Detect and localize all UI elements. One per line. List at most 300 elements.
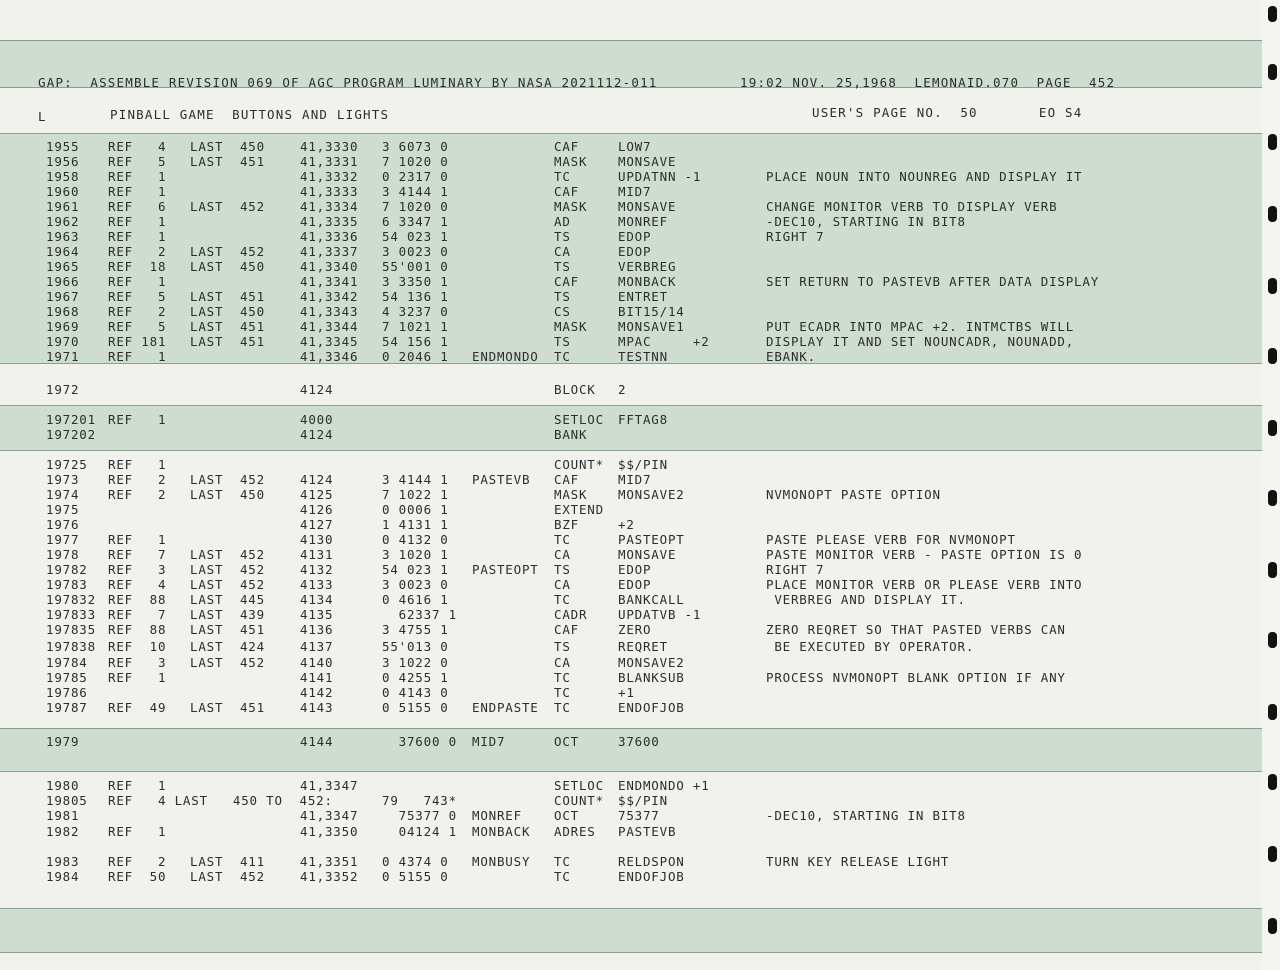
listing-op: CA (554, 577, 571, 592)
listing-operand: BLANKSUB (618, 670, 685, 685)
listing-code: 0 4374 0 (382, 854, 449, 869)
listing-code: 0 4616 1 (382, 592, 449, 607)
listing-op: TC (554, 169, 571, 184)
listing-op: BANK (554, 427, 588, 442)
listing-operand: RELDSPON (618, 854, 685, 869)
listing-line: 1965 (46, 259, 80, 274)
listing-label: MONBUSY (472, 854, 531, 869)
listing-op: AD (554, 214, 571, 229)
listing-line: 1973 (46, 472, 80, 487)
listing-code: 4 3237 0 (382, 304, 449, 319)
listing-code: 3 0023 0 (382, 244, 449, 259)
listing-label: PASTEVB (472, 472, 531, 487)
feed-hole (1268, 420, 1277, 436)
listing-operand: ENDOFJOB (618, 700, 685, 715)
listing-comment: RIGHT 7 (766, 229, 825, 244)
listing-operand: 2 (618, 382, 627, 397)
listing-last: LAST 452 (190, 577, 265, 592)
listing-addr: 4140 (300, 655, 334, 670)
listing-operand: MONBACK (618, 274, 677, 289)
listing-addr: 41,3333 (300, 184, 359, 199)
listing-last: LAST 451 (190, 700, 265, 715)
listing-op: EXTEND (554, 502, 604, 517)
listing-line: 1976 (46, 517, 80, 532)
listing-ref: REF 7 (108, 547, 167, 562)
listing-operand: BIT15/14 (618, 304, 685, 319)
listing-code: 54 023 1 (382, 562, 449, 577)
listing-line: 1969 (46, 319, 80, 334)
listing-comment: DISPLAY IT AND SET NOUNCADR, NOUNADD, (766, 334, 1075, 349)
feed-hole (1268, 134, 1277, 150)
listing-addr: 4134 (300, 592, 334, 607)
listing-code: 75377 0 (382, 808, 457, 823)
listing-addr: 41,3345 (300, 334, 359, 349)
band-rule (0, 405, 1262, 406)
listing-code: 37600 0 (382, 734, 457, 749)
listing-operand: EDOP (618, 229, 652, 244)
listing-op: MASK (554, 487, 588, 502)
listing-operand: PASTEVB (618, 824, 677, 839)
listing-line: 1970 (46, 334, 80, 349)
listing-code: 7 1020 0 (382, 154, 449, 169)
listing-op: CAF (554, 139, 579, 154)
listing-op: CAF (554, 622, 579, 637)
listing-label: ENDMONDO (472, 349, 539, 364)
listing-addr: 41,3334 (300, 199, 359, 214)
listing-line: 1961 (46, 199, 80, 214)
listing-addr: 4000 (300, 412, 334, 427)
listing-operand: EDOP (618, 562, 652, 577)
listing-addr: 4136 (300, 622, 334, 637)
listing-ref: REF 5 (108, 289, 167, 304)
listing-last: LAST 451 (190, 334, 265, 349)
listing-op: TC (554, 854, 571, 869)
listing-last: LAST 450 (190, 304, 265, 319)
listing-operand: MONSAVE2 (618, 487, 685, 502)
listing-last: LAST 450 (190, 139, 265, 154)
listing-last: LAST 452 (190, 869, 265, 884)
listing-last: LAST 452 (190, 547, 265, 562)
listing-addr: 4127 (300, 517, 334, 532)
feed-hole (1268, 774, 1277, 790)
listing-line: 1983 (46, 854, 80, 869)
listing-op: CS (554, 304, 571, 319)
listing-last: LAST 452 (190, 472, 265, 487)
listing-operand: TESTNN (618, 349, 668, 364)
listing-last: LAST 450 (190, 487, 265, 502)
listing-op: TS (554, 334, 571, 349)
listing-line: 1958 (46, 169, 80, 184)
listing-addr: 4137 (300, 639, 334, 654)
listing-op: CA (554, 244, 571, 259)
listing-code: 0 4132 0 (382, 532, 449, 547)
listing-op: TS (554, 562, 571, 577)
listing-ref: REF 5 (108, 154, 167, 169)
listing-label: MONBACK (472, 824, 531, 839)
listing-line: 1964 (46, 244, 80, 259)
listing-line: 19725 (46, 457, 88, 472)
listing-op: BLOCK (554, 382, 596, 397)
listing-addr: 41,3350 (300, 824, 359, 839)
listing-line: 1960 (46, 184, 80, 199)
listing-ref: REF 88 (108, 622, 167, 637)
listing-comment: PROCESS NVMONOPT BLANK OPTION IF ANY (766, 670, 1066, 685)
listing-line: 1981 (46, 808, 80, 823)
listing-line: 197201 (46, 412, 96, 427)
listing-code: 6 3347 1 (382, 214, 449, 229)
listing-operand: BANKCALL (618, 592, 685, 607)
listing-addr: 4141 (300, 670, 334, 685)
listing-operand: 37600 (618, 734, 660, 749)
listing-code: 3 4144 1 (382, 472, 449, 487)
listing-op: OCT (554, 808, 579, 823)
listing-addr: 41,3351 (300, 854, 359, 869)
listing-operand: $$/PIN (618, 457, 668, 472)
listing-code: 3 1022 0 (382, 655, 449, 670)
listing-op: CA (554, 655, 571, 670)
listing-comment: -DEC10, STARTING IN BIT8 (766, 808, 966, 823)
listing-comment: VERBREG AND DISPLAY IT. (766, 592, 966, 607)
listing-ref: REF 2 (108, 244, 167, 259)
listing-ref: REF 5 (108, 319, 167, 334)
paper-band (0, 0, 1262, 40)
listing-comment: RIGHT 7 (766, 562, 825, 577)
listing-op: CAF (554, 274, 579, 289)
listing-code: 3 1020 1 (382, 547, 449, 562)
listing-ref: REF 2 (108, 487, 167, 502)
feed-hole (1268, 278, 1277, 294)
listing-ref: REF 181 (108, 334, 167, 349)
listing-op: COUNT* (554, 457, 604, 472)
listing-operand: 75377 (618, 808, 660, 823)
listing-addr: 41,3340 (300, 259, 359, 274)
listing-addr: 4144 (300, 734, 334, 749)
listing-comment: ZERO REQRET SO THAT PASTED VERBS CAN (766, 622, 1066, 637)
listing-comment: NVMONOPT PASTE OPTION (766, 487, 941, 502)
listing-code: 0 4143 0 (382, 685, 449, 700)
listing-last: LAST 450 (190, 259, 265, 274)
tractor-feed-strip (1262, 0, 1280, 970)
listing-addr: 41,3346 (300, 349, 359, 364)
header-timestamp: 19:02 NOV. 25,1968 LEMONAID.070 PAGE 452 (740, 75, 1116, 90)
listing-op: TC (554, 685, 571, 700)
listing-operand: MONREF (618, 214, 668, 229)
feed-hole (1268, 490, 1277, 506)
listing-code: 79 743* (382, 793, 457, 808)
listing-ref: REF 1 (108, 532, 167, 547)
listing-code: 0 5155 0 (382, 700, 449, 715)
listing-operand: ENTRET (618, 289, 668, 304)
listing-op: TC (554, 869, 571, 884)
listing-line: 197838 (46, 639, 96, 654)
listing-line: 1956 (46, 154, 80, 169)
listing-addr: 4142 (300, 685, 334, 700)
listing-label: ENDPASTE (472, 700, 539, 715)
listing-line: 19786 (46, 685, 88, 700)
band-rule (0, 450, 1262, 451)
listing-code: 0 2046 1 (382, 349, 449, 364)
listing-operand: MONSAVE (618, 199, 677, 214)
listing-comment: PASTE MONITOR VERB - PASTE OPTION IS 0 (766, 547, 1083, 562)
listing-comment: CHANGE MONITOR VERB TO DISPLAY VERB (766, 199, 1058, 214)
listing-code: 3 3350 1 (382, 274, 449, 289)
listing-op: MASK (554, 319, 588, 334)
listing-last: LAST 451 (190, 289, 265, 304)
listing-last: LAST 452 (190, 655, 265, 670)
listing-operand: PASTEOPT (618, 532, 685, 547)
listing-op: OCT (554, 734, 579, 749)
listing-ref: REF 1 (108, 169, 167, 184)
listing-addr: 41,3330 (300, 139, 359, 154)
listing-addr: 4125 (300, 487, 334, 502)
listing-last: LAST 451 (190, 154, 265, 169)
listing-addr: 41,3337 (300, 244, 359, 259)
listing-addr: 41,3335 (300, 214, 359, 229)
listing-code: 3 0023 0 (382, 577, 449, 592)
listing-code: 0 5155 0 (382, 869, 449, 884)
listing-addr: 4143 (300, 700, 334, 715)
listing-ref: REF 1 (108, 412, 167, 427)
listing-addr: 4131 (300, 547, 334, 562)
feed-hole (1268, 918, 1277, 934)
listing-line: 19784 (46, 655, 88, 670)
listing-code: 54 023 1 (382, 229, 449, 244)
listing-last: LAST 452 (190, 199, 265, 214)
paper-band (0, 952, 1262, 970)
listing-comment: -DEC10, STARTING IN BIT8 (766, 214, 966, 229)
listing-code: 1 4131 1 (382, 517, 449, 532)
listing-label: MONREF (472, 808, 522, 823)
listing-line: 197835 (46, 622, 96, 637)
listing-line: 1972 (46, 382, 80, 397)
listing-ref: REF 18 (108, 259, 167, 274)
listing-op: TC (554, 349, 571, 364)
listing-addr: 41,3343 (300, 304, 359, 319)
listing-operand: MONSAVE2 (618, 655, 685, 670)
listing-ref: REF 6 (108, 199, 167, 214)
listing-op: SETLOC (554, 412, 604, 427)
feed-hole (1268, 632, 1277, 648)
band-rule (0, 771, 1262, 772)
listing-line: 1967 (46, 289, 80, 304)
listing-addr: 41,3331 (300, 154, 359, 169)
listing-operand: +2 (618, 517, 635, 532)
listing-ref: REF 49 (108, 700, 167, 715)
listing-op: MASK (554, 154, 588, 169)
listing-ref: REF 88 (108, 592, 167, 607)
listing-comment: PLACE MONITOR VERB OR PLEASE VERB INTO (766, 577, 1083, 592)
listing-operand: MONSAVE1 (618, 319, 685, 334)
listing-op: BZF (554, 517, 579, 532)
listing-ref: REF 1 (108, 229, 167, 244)
listing-last: LAST 439 (190, 607, 265, 622)
listing-addr: 41,3332 (300, 169, 359, 184)
listing-op: TC (554, 700, 571, 715)
listing-operand: REQRET (618, 639, 668, 654)
header-title: GAP: ASSEMBLE REVISION 069 OF AGC PROGRAM LUMINARY BY NASA 2021112-011 (38, 75, 658, 90)
feed-hole (1268, 704, 1277, 720)
listing-line: 197202 (46, 427, 96, 442)
listing-operand: MONSAVE (618, 154, 677, 169)
listing-operand: MPAC +2 (618, 334, 710, 349)
listing-comment: PASTE PLEASE VERB FOR NVMONOPT (766, 532, 1016, 547)
listing-line: 19805 (46, 793, 88, 808)
band-rule (0, 133, 1262, 134)
section-title: PINBALL GAME BUTTONS AND LIGHTS (110, 107, 390, 122)
listing-operand: UPDATNN -1 (618, 169, 702, 184)
listing-operand: $$/PIN (618, 793, 668, 808)
listing-last: LAST 452 (190, 244, 265, 259)
listing-addr: 41,3347 (300, 778, 359, 793)
listing-last: LAST 451 (190, 622, 265, 637)
listing-op: CAF (554, 184, 579, 199)
listing-comment: SET RETURN TO PASTEVB AFTER DATA DISPLAY (766, 274, 1100, 289)
listing-line: 1962 (46, 214, 80, 229)
listing-addr: 4124 (300, 427, 334, 442)
listing-addr: 4126 (300, 502, 334, 517)
listing-op: TS (554, 229, 571, 244)
listing-code: 54 156 1 (382, 334, 449, 349)
listing-ref: REF 1 (108, 824, 167, 839)
listing-ref: REF 1 (108, 184, 167, 199)
listing-ref: REF 3 (108, 655, 167, 670)
listing-operand: UPDATVB -1 (618, 607, 702, 622)
listing-code: 0 4255 1 (382, 670, 449, 685)
listing-op: CA (554, 547, 571, 562)
listing-addr: 4124 (300, 472, 334, 487)
listing-op: TC (554, 592, 571, 607)
listing-op: TS (554, 289, 571, 304)
listing-ref: REF 1 (108, 457, 167, 472)
paper-band (0, 363, 1262, 405)
listing-addr: 41,3347 (300, 808, 359, 823)
listing-last: LAST 424 (190, 639, 265, 654)
listing-op: ADRES (554, 824, 596, 839)
listing-operand: MONSAVE (618, 547, 677, 562)
listing-line: 1975 (46, 502, 80, 517)
listing-comment: TURN KEY RELEASE LIGHT (766, 854, 950, 869)
listing-operand: VERBREG (618, 259, 677, 274)
listing-code: 7 1020 0 (382, 199, 449, 214)
listing-addr: 41,3336 (300, 229, 359, 244)
listing-addr: 4135 (300, 607, 334, 622)
listing-line: 1980 (46, 778, 80, 793)
listing-code: 3 4144 1 (382, 184, 449, 199)
band-rule (0, 908, 1262, 909)
listing-last: LAST 411 (190, 854, 265, 869)
listing-operand: EDOP (618, 244, 652, 259)
listing-code: 54 136 1 (382, 289, 449, 304)
listing-line: 19782 (46, 562, 88, 577)
feed-hole (1268, 206, 1277, 222)
listing-code: 7 1022 1 (382, 487, 449, 502)
listing-op: CADR (554, 607, 588, 622)
user-page-number: USER'S PAGE NO. 50 EO S4 (812, 105, 1083, 120)
band-rule (0, 728, 1262, 729)
listing-addr: 41,3352 (300, 869, 359, 884)
listing-ref: REF 3 (108, 562, 167, 577)
listing-line: 1979 (46, 734, 80, 749)
listing-operand: ZERO (618, 622, 652, 637)
header-mark: L (38, 109, 47, 124)
feed-hole (1268, 6, 1277, 22)
listing-last: LAST 452 (190, 562, 265, 577)
listing-comment: EBANK. (766, 349, 816, 364)
listing-last: LAST 445 (190, 592, 265, 607)
listing-operand: ENDOFJOB (618, 869, 685, 884)
listing-addr: 4132 (300, 562, 334, 577)
listing-line: 197833 (46, 607, 96, 622)
listing-ref: REF 4 (108, 139, 167, 154)
listing-op: MASK (554, 199, 588, 214)
listing-ref: REF 10 (108, 639, 167, 654)
listing-code: 3 4755 1 (382, 622, 449, 637)
listing-operand: FFTAG8 (618, 412, 668, 427)
listing-line: 1984 (46, 869, 80, 884)
listing-comment: PUT ECADR INTO MPAC +2. INTMCTBS WILL (766, 319, 1075, 334)
paper-band (0, 908, 1262, 952)
listing-ref: REF 1 (108, 778, 167, 793)
listing-line: 197832 (46, 592, 96, 607)
feed-hole (1268, 562, 1277, 578)
listing-addr: 4133 (300, 577, 334, 592)
listing-ref: REF 7 (108, 607, 167, 622)
listing-line: 19787 (46, 700, 88, 715)
listing-op: COUNT* (554, 793, 604, 808)
listing-ref: REF 2 (108, 472, 167, 487)
listing-ref: REF 2 (108, 854, 167, 869)
feed-hole (1268, 846, 1277, 862)
listing-op: TC (554, 670, 571, 685)
listing-comment: BE EXECUTED BY OPERATOR. (766, 639, 975, 654)
listing-code: 62337 1 (382, 607, 457, 622)
listing-line: 19783 (46, 577, 88, 592)
listing-ref: REF 1 (108, 670, 167, 685)
listing-line: 1977 (46, 532, 80, 547)
listing-ref: REF 1 (108, 214, 167, 229)
listing-code: 04124 1 (382, 824, 457, 839)
listing-addr: 4124 (300, 382, 334, 397)
listing-line: 19785 (46, 670, 88, 685)
listing-addr: 4130 (300, 532, 334, 547)
listing-op: TC (554, 532, 571, 547)
feed-hole (1268, 64, 1277, 80)
listing-op: TS (554, 259, 571, 274)
listing-code: 0 0006 1 (382, 502, 449, 517)
listing-label: PASTEOPT (472, 562, 539, 577)
listing-op: TS (554, 639, 571, 654)
listing-line: 1966 (46, 274, 80, 289)
listing-line: 1982 (46, 824, 80, 839)
listing-op: SETLOC (554, 778, 604, 793)
listing-label: MID7 (472, 734, 506, 749)
listing-line: 1971 (46, 349, 80, 364)
listing-line: 1963 (46, 229, 80, 244)
listing-code: 55'013 0 (382, 639, 449, 654)
listing-operand: ENDMONDO +1 (618, 778, 710, 793)
listing-line: 1974 (46, 487, 80, 502)
listing-operand: EDOP (618, 577, 652, 592)
listing-comment: PLACE NOUN INTO NOUNREG AND DISPLAY IT (766, 169, 1083, 184)
listing-line: 1968 (46, 304, 80, 319)
listing-operand: MID7 (618, 184, 652, 199)
listing-operand: MID7 (618, 472, 652, 487)
feed-hole (1268, 348, 1277, 364)
listing-addr: 41,3341 (300, 274, 359, 289)
listing-line: 1978 (46, 547, 80, 562)
listing-ref: REF 2 (108, 304, 167, 319)
listing-code: 7 1021 1 (382, 319, 449, 334)
